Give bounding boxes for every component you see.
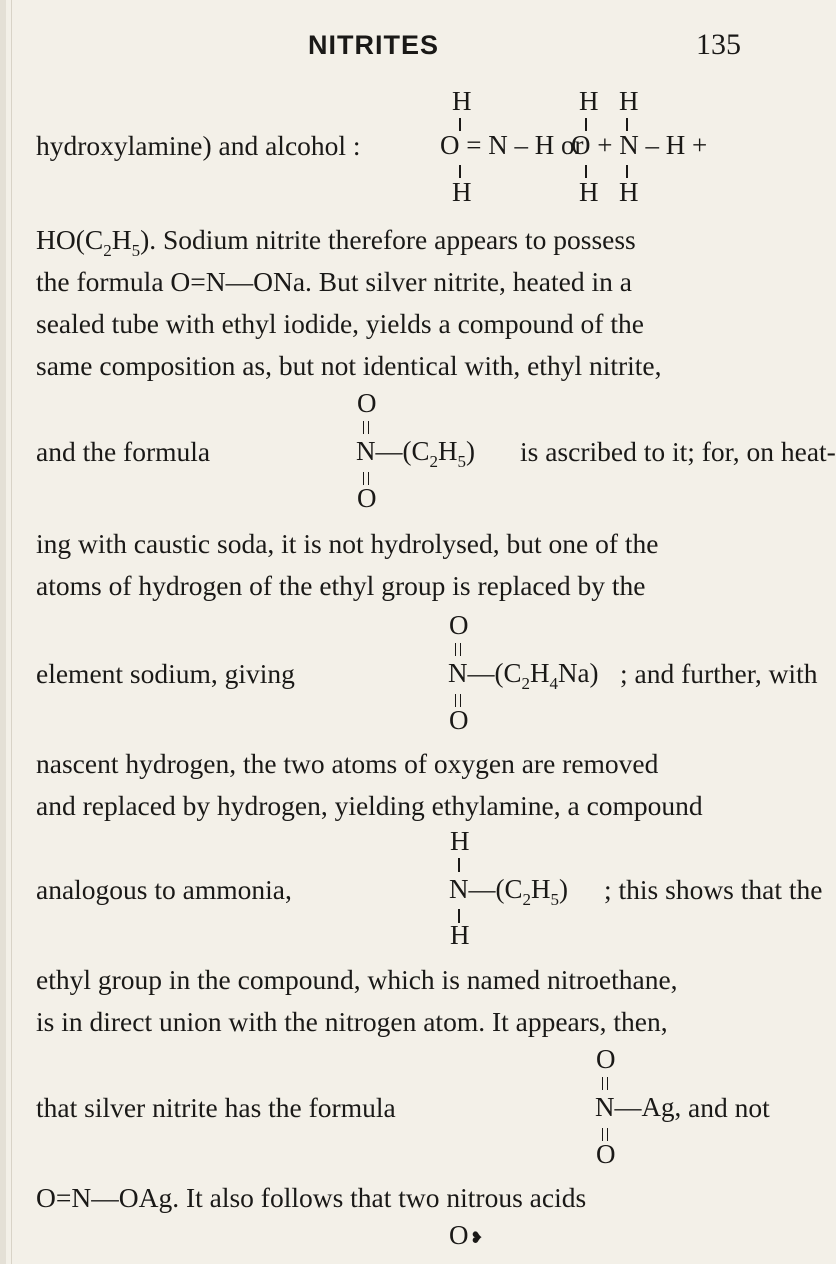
atom-o: O xyxy=(357,388,377,418)
text-line: ; this shows that the xyxy=(604,874,823,905)
formula-sodio-ethyl: $N—(C_2H_4Na)$ xyxy=(448,658,599,693)
atom-h: H xyxy=(579,86,599,116)
atom-h: H xyxy=(619,177,639,207)
atom-o: O xyxy=(596,1139,616,1169)
text-line: ethyl group in the compound, which is named nitroethane, xyxy=(36,964,678,995)
formula-hydroxylamine: O = N – H or xyxy=(440,130,584,160)
atom-o: O xyxy=(596,1044,616,1074)
text-line: hydroxylamine) and alcohol : xyxy=(36,130,361,161)
text-line: the formula O=N—ONa. But silver nitrite, heated in a xyxy=(36,266,632,297)
text-line: atoms of hydrogen of the ethyl group is replaced by the xyxy=(36,570,646,601)
text-line: and the formula xyxy=(36,436,211,467)
atom-h: H xyxy=(452,177,472,207)
text-line: $HO(C_2H_5)$. Sodium nitrite therefore appears to possess xyxy=(36,224,636,260)
atom-o: O xyxy=(449,705,469,735)
atom-o: O xyxy=(449,1220,469,1250)
page-edge-line xyxy=(11,0,12,1264)
text-line: nascent hydrogen, the two atoms of oxygen are removed xyxy=(36,748,659,779)
atom-h: H xyxy=(450,920,470,950)
formula-ethylamine: $N—(C_2H_5)$ xyxy=(449,874,568,909)
double-bond xyxy=(602,1077,608,1090)
formula-nitroethane: $N—(C_2H_5)$ xyxy=(356,436,475,471)
text-line: element sodium, giving xyxy=(36,658,295,689)
text-line: is ascribed to it; for, on heat- xyxy=(520,436,836,467)
formula-hydroxylamine-alt: O + N – H + xyxy=(571,130,708,160)
text-line: sealed tube with ethyl iodide, yields a compound of the xyxy=(36,308,644,339)
page-edge xyxy=(0,0,6,1264)
atom-h: H xyxy=(579,177,599,207)
text-line: and not xyxy=(688,1092,770,1123)
text-line: and replaced by hydrogen, yielding ethylamine, a compound xyxy=(36,790,703,821)
formula-silver-nitrite: N—Ag, xyxy=(595,1092,682,1122)
text-line: same composition as, but not identical with, ethyl nitrite, xyxy=(36,350,662,381)
text-line: analogous to ammonia, xyxy=(36,874,292,905)
text-line: ; and further, with xyxy=(620,658,818,689)
single-bond xyxy=(458,858,460,872)
text-line: O=N—OAg. It also follows that two nitrous acids xyxy=(36,1182,587,1213)
atom-o: O xyxy=(449,610,469,640)
page-number: 135 xyxy=(696,28,741,61)
text-line: ing with caustic soda, it is not hydrolysed, but one of the xyxy=(36,528,659,559)
ornament-icon: ❥ xyxy=(470,1230,484,1247)
double-bond xyxy=(455,643,461,656)
atom-o: O xyxy=(357,483,377,513)
text-line: is in direct union with the nitrogen atom. It appears, then, xyxy=(36,1006,668,1037)
atom-h: H xyxy=(450,826,470,856)
atom-h: H xyxy=(619,86,639,116)
atom-h: H xyxy=(452,86,472,116)
double-bond xyxy=(363,421,369,434)
running-title: NITRITES xyxy=(308,30,440,60)
text-line: that silver nitrite has the formula xyxy=(36,1092,396,1123)
